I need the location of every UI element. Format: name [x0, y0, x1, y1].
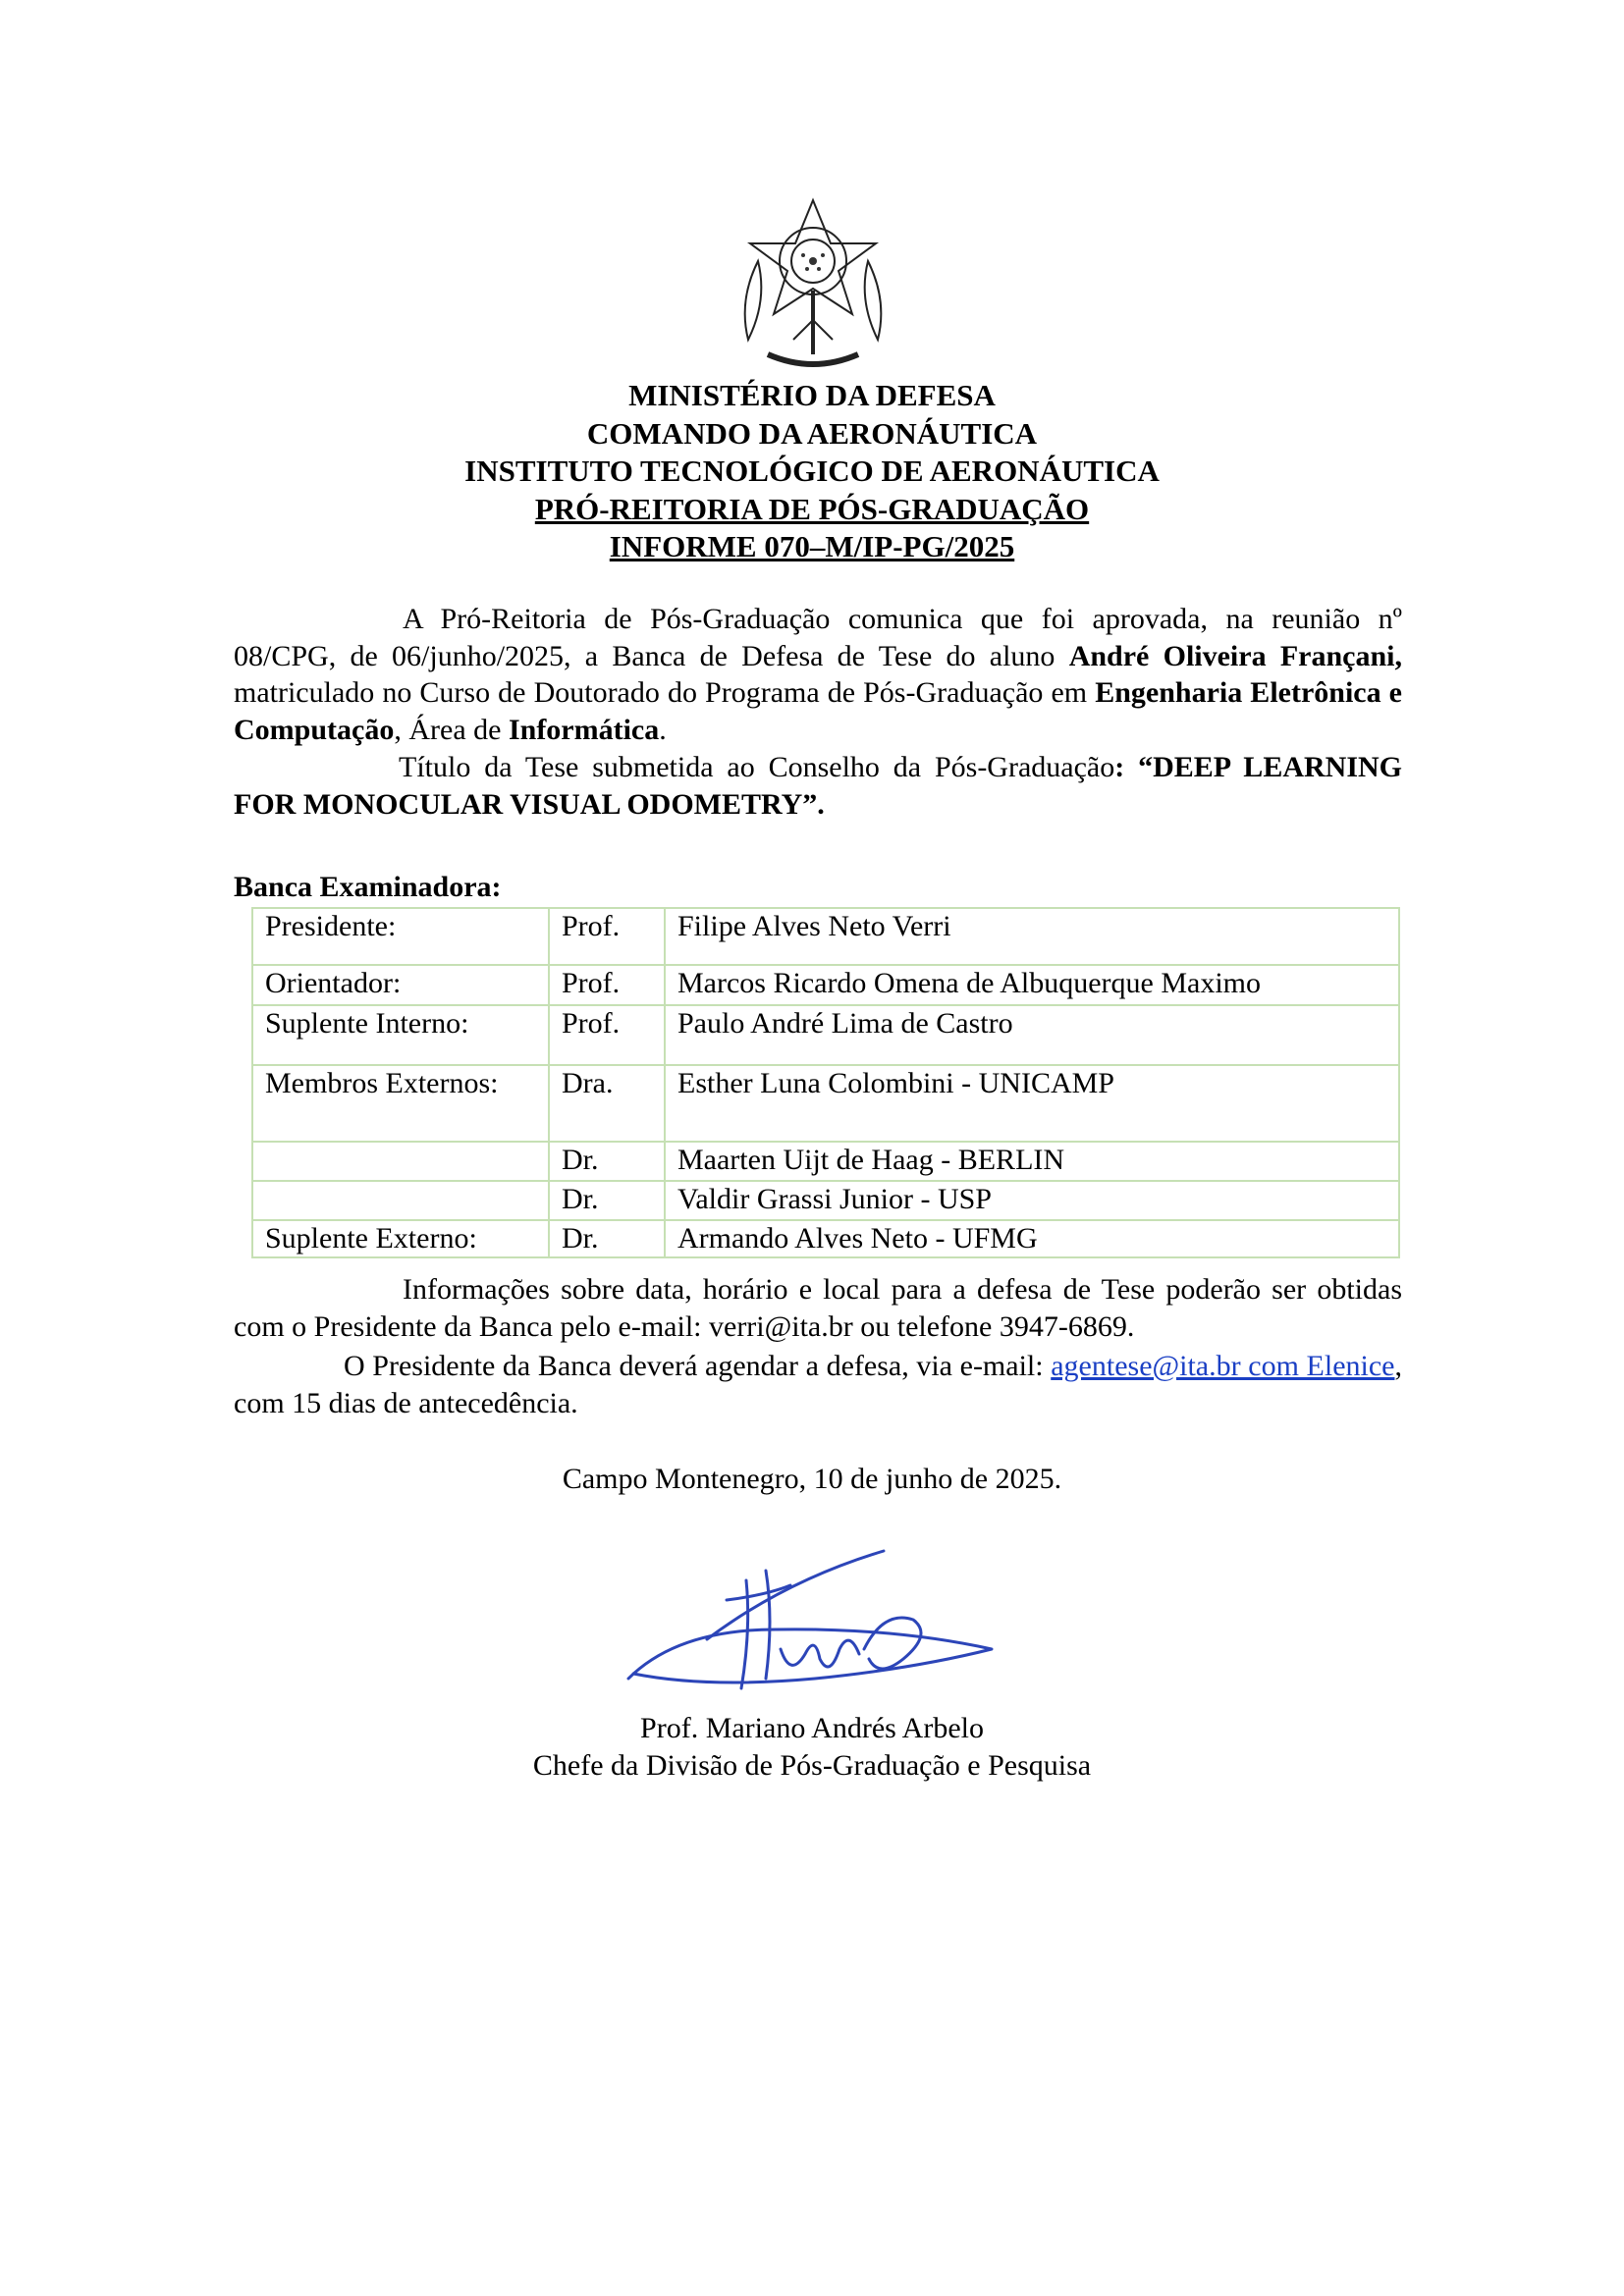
board-title: Dra.: [549, 1065, 665, 1142]
thesis-title: : “DEEP LEARNING FOR MONOCULAR VISUAL ODOMETRY”.: [234, 751, 1402, 821]
board-role: Suplente Externo:: [252, 1220, 549, 1257]
email-link[interactable]: agentese@ita.br com Elenice: [1051, 1350, 1395, 1382]
board-title: Dr.: [549, 1142, 665, 1181]
table-row: [252, 1220, 1399, 1257]
thesis-title-label: Título da Tese submetida ao Conselho da Pós-Graduação: [399, 751, 1115, 783]
table-row: [252, 908, 1399, 965]
document-header: [0, 377, 1624, 566]
announcement-text: A Pró-Reitoria de Pós-Graduação comunica que foi aprovada, na reunião nº 08/CPG, de 06/junho/2025, a Banca de Defesa de Tese do aluno: [234, 603, 1402, 672]
board-role: Membros Externos:: [252, 1065, 549, 1142]
table-row: [252, 1065, 1399, 1142]
student-name: André Oliveira Françani,: [1068, 639, 1403, 672]
area-name: Informática: [508, 713, 660, 746]
board-member-name: Armando Alves Neto - UFMG: [665, 1220, 1399, 1257]
board-role: [252, 1181, 549, 1220]
info-paragraph: [234, 1271, 1402, 1346]
header-informe-number: INFORME 070–M/IP-PG/2025: [609, 529, 1015, 563]
board-heading: Banca Examinadora:: [234, 871, 502, 903]
announcement-text-3: , Área de: [394, 713, 509, 746]
table-row: [252, 1005, 1399, 1065]
coat-of-arms-icon: [729, 192, 897, 379]
info-text: Informações sobre data, horário e local para a defesa de Tese poderão ser obtidas com o Presidente da Banca pelo e-mail: verri@ita.br ou telefone 3947-6869.: [234, 1273, 1402, 1343]
signature-icon: [619, 1541, 1011, 1708]
board-title: Prof.: [549, 1005, 665, 1065]
schedule-paragraph: [234, 1348, 1402, 1422]
header-institute: INSTITUTO TECNOLÓGICO DE AERONÁUTICA: [464, 454, 1160, 488]
announcement-paragraph: [234, 601, 1402, 748]
signer-name: Prof. Mariano Andrés Arbelo: [640, 1712, 984, 1744]
header-command: COMANDO DA AERONÁUTICA: [586, 415, 1038, 451]
board-member-name: Filipe Alves Neto Verri: [665, 908, 1399, 965]
board-role: Orientador:: [252, 965, 549, 1005]
board-title: Dr.: [549, 1220, 665, 1257]
examination-board-table: [251, 907, 1400, 1258]
announcement-text-2: matriculado no Curso de Doutorado do Programa de Pós-Graduação em: [234, 676, 1096, 709]
board-member-name: Valdir Grassi Junior - USP: [665, 1181, 1399, 1220]
header-ministry: MINISTÉRIO DA DEFESA: [628, 378, 996, 412]
thesis-title-paragraph: [234, 749, 1402, 823]
table-row: [252, 1181, 1399, 1220]
table-row: [252, 965, 1399, 1005]
signer-block: [0, 1710, 1624, 1785]
announcement-text-4: .: [659, 713, 667, 746]
board-role: Presidente:: [252, 908, 549, 965]
board-member-name: Paulo André Lima de Castro: [665, 1005, 1399, 1065]
signer-role: Chefe da Divisão de Pós-Graduação e Pesquisa: [532, 1749, 1092, 1782]
board-title: Dr.: [549, 1181, 665, 1220]
schedule-text: O Presidente da Banca deverá agendar a defesa, via e-mail:: [344, 1350, 1052, 1382]
board-title: Prof.: [549, 908, 665, 965]
board-member-name: Maarten Uijt de Haag - BERLIN: [665, 1142, 1399, 1181]
board-member-name: Marcos Ricardo Omena de Albuquerque Maximo: [665, 965, 1399, 1005]
schedule-text-2: , com 15 dias de antecedência.: [234, 1350, 1402, 1419]
board-role: [252, 1142, 549, 1181]
table-row: [252, 1142, 1399, 1181]
header-pro-rectorate: PRÓ-REITORIA DE PÓS-GRADUAÇÃO: [534, 491, 1090, 526]
board-member-name: Esther Luna Colombini - UNICAMP: [665, 1065, 1399, 1142]
board-role: Suplente Interno:: [252, 1005, 549, 1065]
board-title: Prof.: [549, 965, 665, 1005]
program-name: Engenharia Eletrônica e Computação: [234, 676, 1402, 746]
place-and-date: Campo Montenegro, 10 de junho de 2025.: [562, 1463, 1062, 1495]
